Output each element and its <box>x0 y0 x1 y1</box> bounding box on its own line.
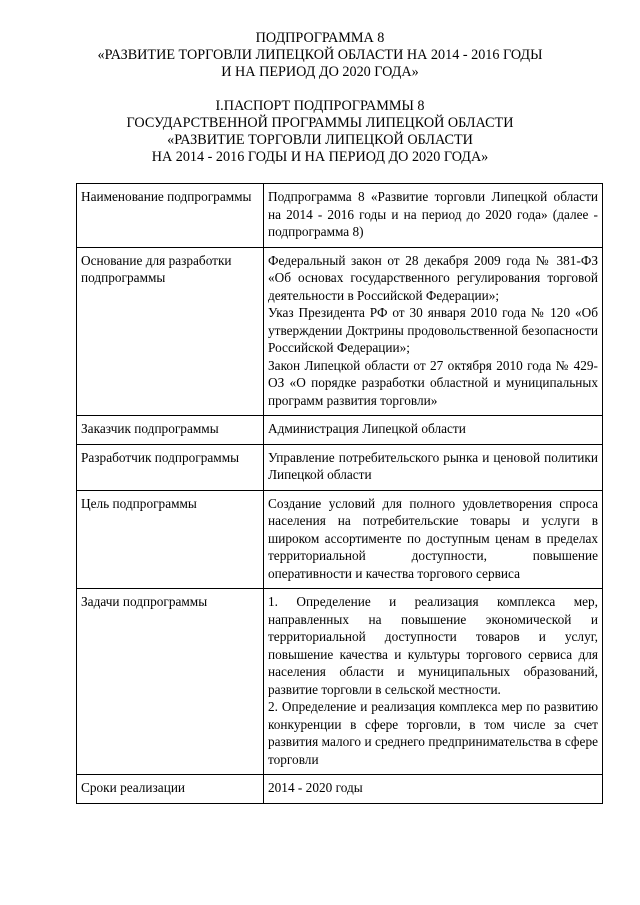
table-row-customer <box>77 416 603 445</box>
row-label: Цель подпрограммы <box>77 490 264 589</box>
row-label: Разработчик подпрограммы <box>77 444 264 490</box>
basis-paragraph-3: Закон Липецкой области от 27 октября 2010 года № 429-ОЗ «О порядке разработки областной и муниципальных программ развития торговли» <box>268 357 598 408</box>
passport-line-2: ГОСУДАРСТВЕННОЙ ПРОГРАММЫ ЛИПЕЦКОЙ ОБЛАСТИ <box>126 115 514 131</box>
table-row-developer <box>77 444 603 490</box>
table-row-basis <box>77 247 603 416</box>
basis-paragraph-2: Указ Президента РФ от 30 января 2010 года № 120 «Об утверждении Доктрины продовольственной безопасности Российской Федерации»; <box>268 305 598 355</box>
row-label: Задачи подпрограммы <box>77 589 264 775</box>
passport-line-1: I.ПАСПОРТ ПОДПРОГРАММЫ 8 <box>215 98 425 114</box>
table-row-terms <box>77 775 603 804</box>
row-value: Подпрограмма 8 «Развитие торговли Липецкой области на 2014 - 2016 годы и на период до 2020 года» (далее - подпрограмма 8) <box>264 184 603 248</box>
row-label: Наименование подпрограммы <box>77 184 264 248</box>
passport-table <box>76 183 603 804</box>
row-label: Сроки реализации <box>77 775 264 804</box>
tasks-paragraph-1: 1. Определение и реализация комплекса мер, направленных на повышение экономической и территориальной доступности товаров и услуг, повышение качества и культуры торгового сервиса для населения области и муниципальных образований, развитие торговли в сельской местности. <box>268 594 598 697</box>
title-line-3: И НА ПЕРИОД ДО 2020 ГОДА» <box>221 64 419 80</box>
row-label: Заказчик подпрограммы <box>77 416 264 445</box>
row-value <box>264 247 603 416</box>
title-line-2: «РАЗВИТИЕ ТОРГОВЛИ ЛИПЕЦКОЙ ОБЛАСТИ НА 2014 - 2016 ГОДЫ <box>97 47 543 63</box>
title-line-1: ПОДПРОГРАММА 8 <box>255 30 385 46</box>
row-label: Основание для разработки подпрограммы <box>77 247 264 416</box>
row-value: Администрация Липецкой области <box>264 416 603 445</box>
passport-line-4: НА 2014 - 2016 ГОДЫ И НА ПЕРИОД ДО 2020 ГОДА» <box>151 149 489 165</box>
passport-line-3: «РАЗВИТИЕ ТОРГОВЛИ ЛИПЕЦКОЙ ОБЛАСТИ <box>167 132 473 148</box>
table-row-goal <box>77 490 603 589</box>
row-value <box>264 589 603 775</box>
passport-heading <box>0 98 640 166</box>
basis-paragraph-1: Федеральный закон от 28 декабря 2009 года № 381-ФЗ «Об основах государственного регулирования торговой деятельности в Российской Федерации»; <box>268 252 598 303</box>
row-value: Создание условий для полного удовлетворения спроса населения на потребительские товары и услуги в широком ассортименте по доступным ценам в пределах территориальной доступности, повышение оперативности и качества торгового сервиса <box>264 490 603 589</box>
row-value: 2014 - 2020 годы <box>264 775 603 804</box>
table-row-tasks <box>77 589 603 775</box>
table-row-name <box>77 184 603 248</box>
subprogram-title <box>0 30 640 81</box>
tasks-paragraph-2: 2. Определение и реализация комплекса мер по развитию конкуренции в сфере торговли, в том числе за счет развития малого и среднего предпринимательства в сфере торговли <box>268 699 598 767</box>
row-value: Управление потребительского рынка и ценовой политики Липецкой области <box>264 444 603 490</box>
